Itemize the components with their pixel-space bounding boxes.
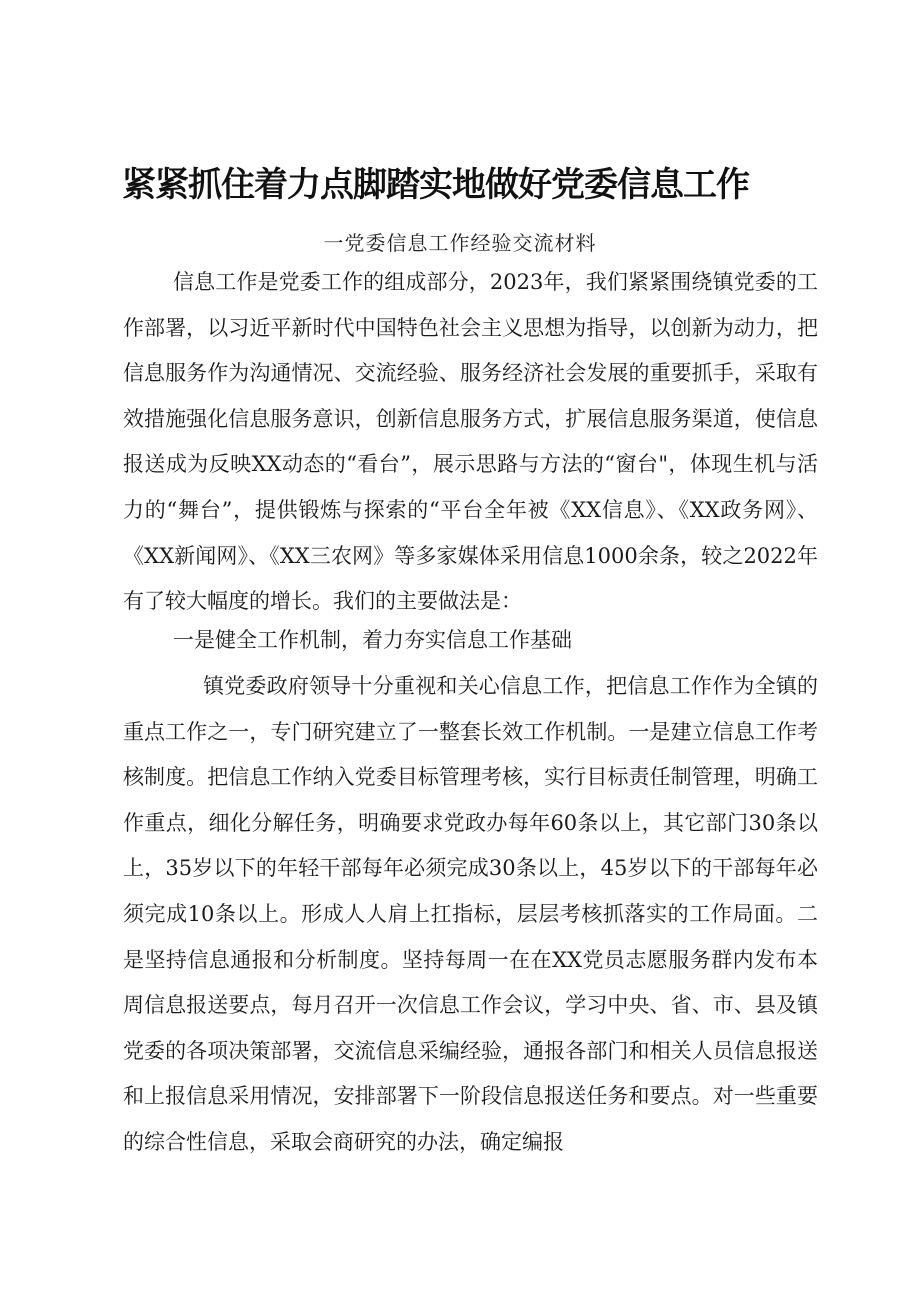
section-heading: 一是健全工作机制，着力夯实信息工作基础 (173, 628, 572, 652)
body-paragraph: 镇党委政府领导十分重视和关心信息工作，把信息工作作为全镇的重点工作之一，专门研究建立了一整套长效工作机制。一是建立信息工作考核制度。把信息工作纳入党委目标管理考核，实行目标责任制管理，明确工作重点，细化分解任务，明确要求党政办每年60条以上，其它部门30条以上，35岁以下的年轻干部每年必须完成30条以上，45岁以下的干部每年必须完成10条以上。形成人人肩上扛指标，层层考核抓落实的工作局面。二是坚持信息通报和分析制度。坚持每周一在在XX党员志愿服务群内发布本周信息报送要点，每月召开一次信息工作会议，学习中央、省、市、县及镇党委的各项决策部署，交流信息采编经验，通报各部门和相关人员信息报送和上报信息采用情况，安排部署下一阶段信息报送任务和要点。对一些重要的综合性信息，采取会商研究的办法，确定编报 (123, 674, 818, 1154)
document-subtitle: 一党委信息工作经验交流材料 (323, 231, 597, 255)
document-title: 紧紧抓住着力点脚踏实地做好党委信息工作 (122, 165, 749, 205)
body-paragraph: 信息工作是党委工作的组成部分，2023年，我们紧紧围绕镇党委的工作部署，以习近平新时代中国特色社会主义思想为指导，以创新为动力，把信息服务作为沟通情况、交流经验、服务经济社会发展的重要抓手，采取有效措施强化信息服务意识，创新信息服务方式，扩展信息服务渠道，使信息报送成为反映XX动态的“看台”，展示思路与方法的“窗台"，体现生机与活力的“舞台”，提供锻炼与探索的“平台全年被《XX信息》、《XX政务网》、《XX新闻网》、《XX三农网》等多家媒体采用信息1000余条，较之2022年有了较大幅度的增长。我们的主要做法是： (123, 270, 818, 614)
